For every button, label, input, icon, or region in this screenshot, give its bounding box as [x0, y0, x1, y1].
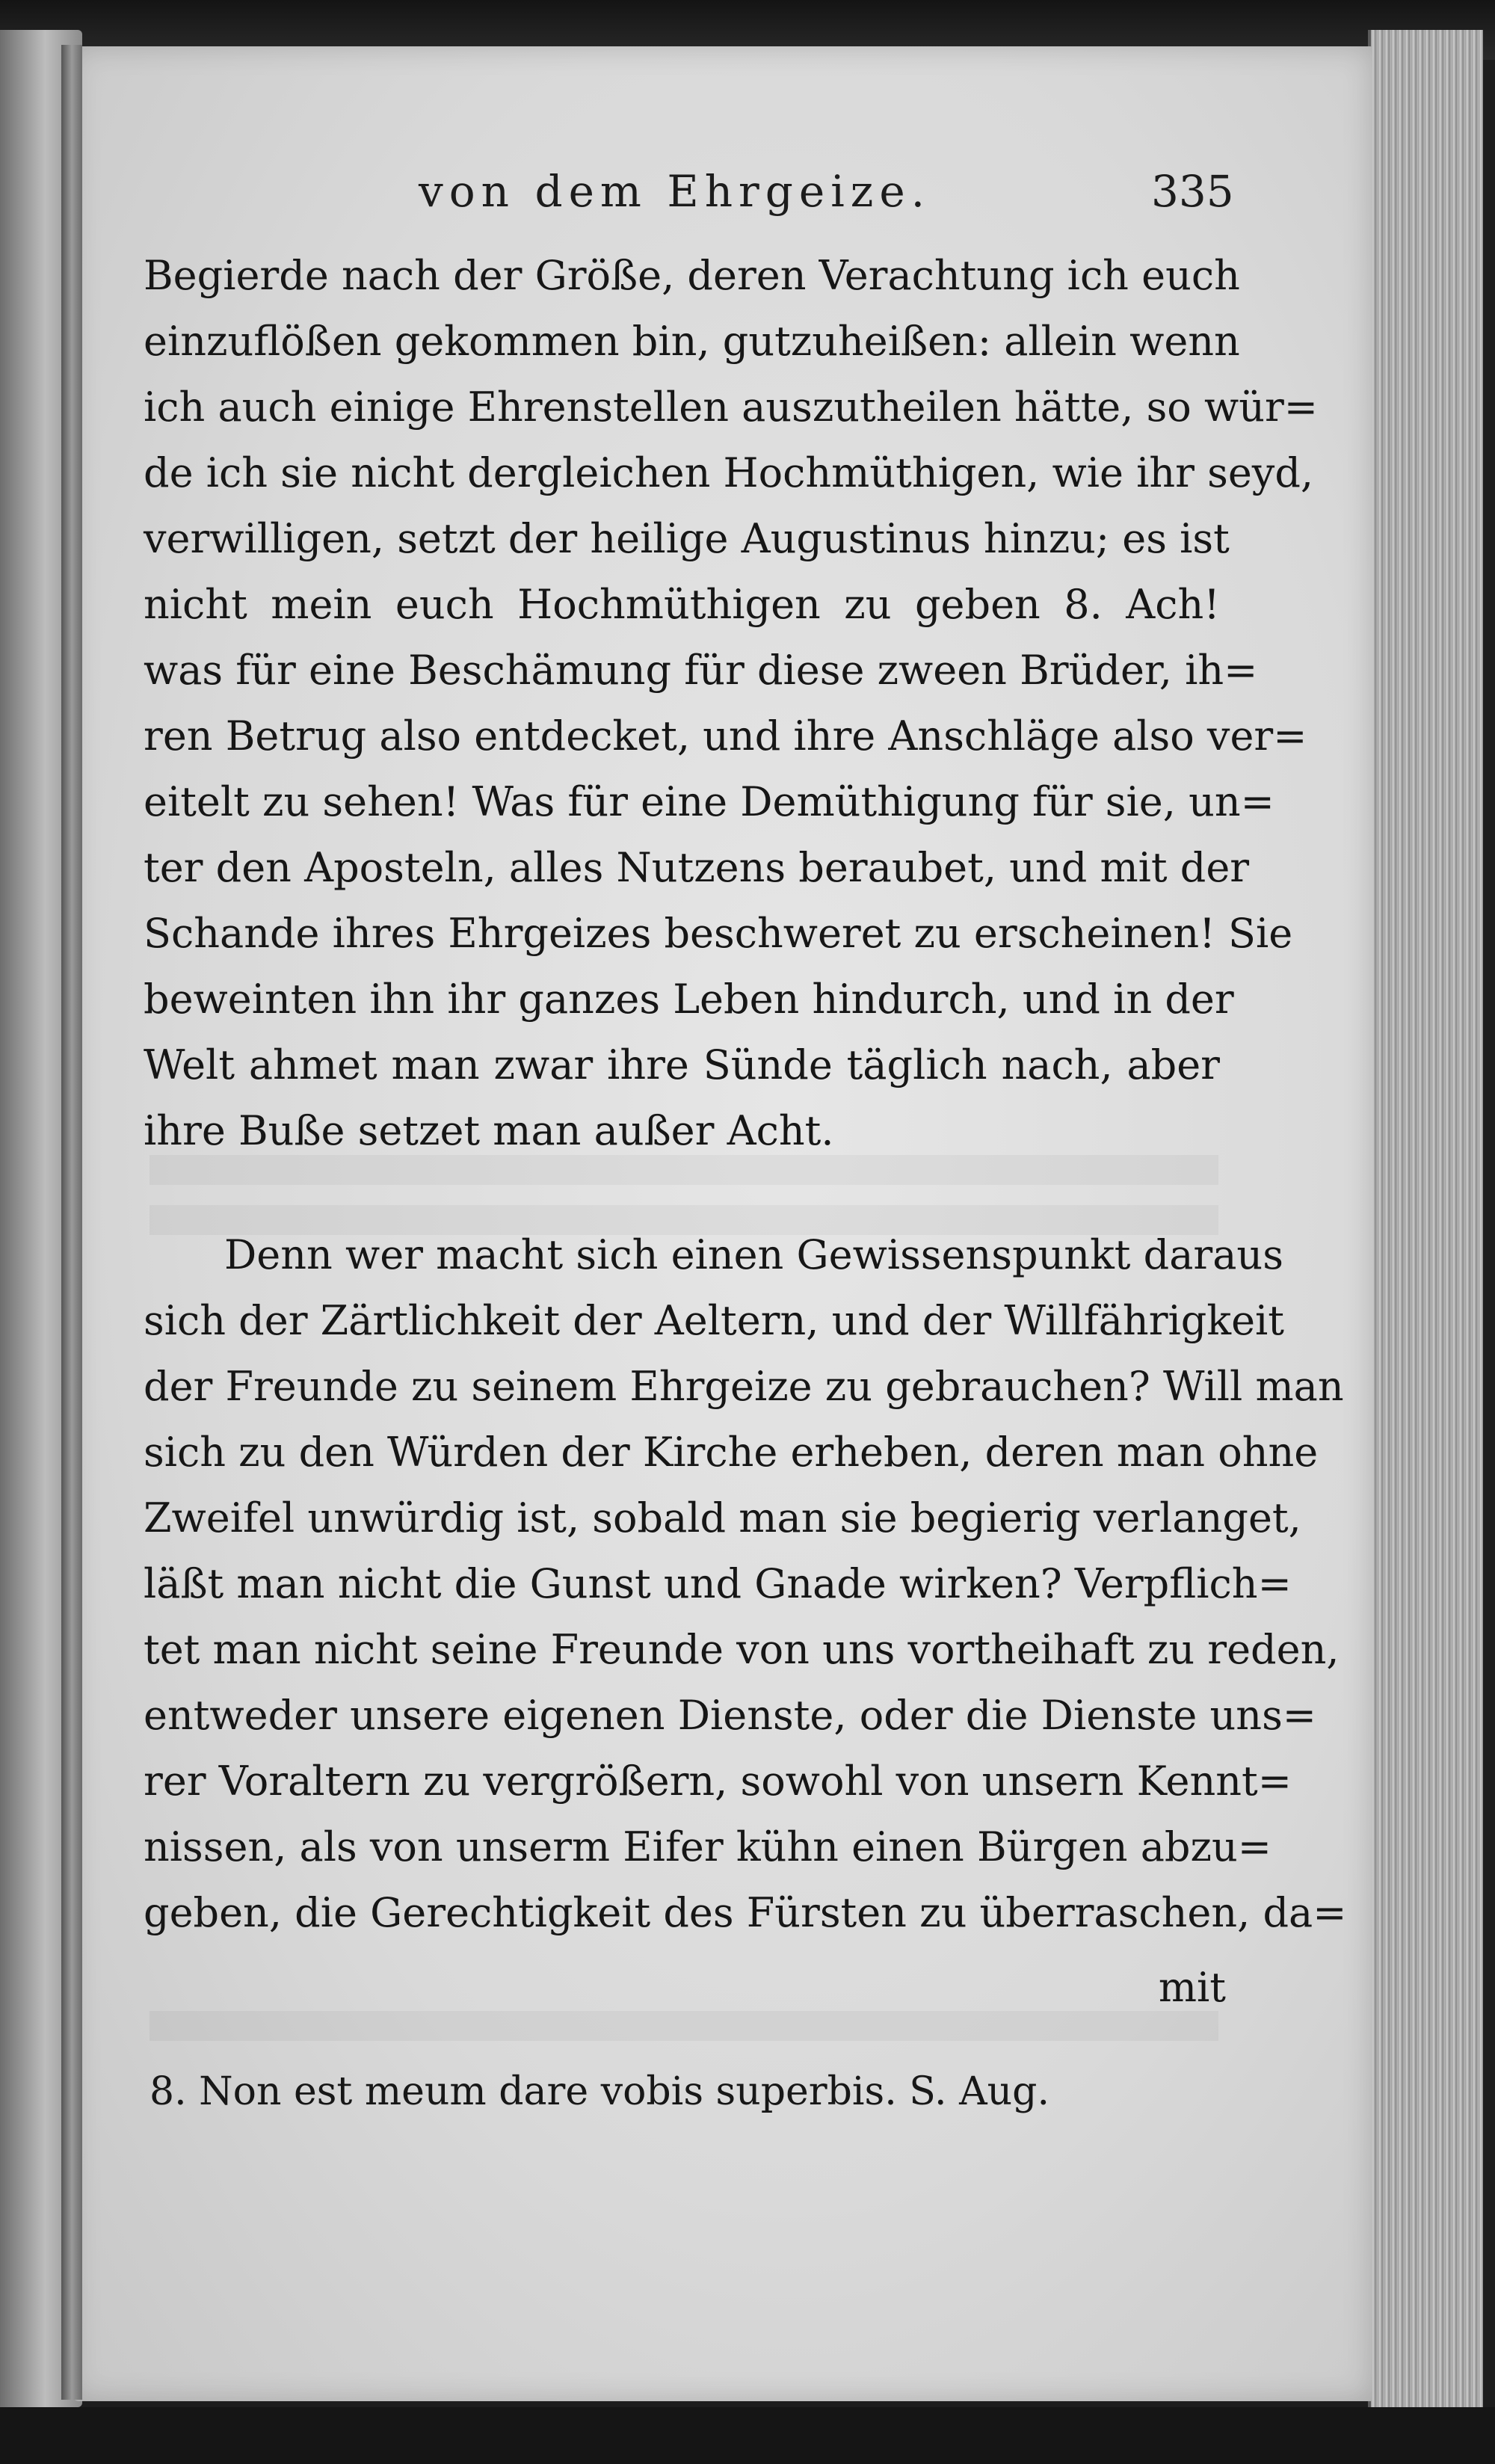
- text-line: ich auch einige Ehrenstellen auszutheilen hätte, so wür=: [144, 384, 1319, 431]
- footnote: 8. Non est meum dare vobis superbis. S. Aug.: [150, 2069, 1049, 2114]
- page-number: 335: [1151, 166, 1234, 217]
- text-line: einzuflößen gekommen bin, gutzuheißen: allein wenn: [144, 318, 1240, 365]
- text-line: nicht mein euch Hochmüthigen zu geben 8. Ach!: [144, 581, 1220, 628]
- text-line: sich der Zärtlichkeit der Aeltern, und der Willfährigkeit: [144, 1297, 1285, 1344]
- catchword: mit: [1158, 1964, 1226, 2011]
- text-line: Schande ihres Ehrgeizes beschweret zu erscheinen! Sie: [144, 910, 1293, 957]
- text-line: rer Voraltern zu vergrößern, sowohl von unsern Kennt=: [144, 1758, 1292, 1805]
- text-line: Zweifel unwürdig ist, sobald man sie begierig verlanget,: [144, 1494, 1301, 1541]
- text-line: ihre Buße setzet man außer Acht.: [144, 1107, 834, 1154]
- text-line: was für eine Beschämung für diese zween Brüder, ih=: [144, 647, 1258, 694]
- text-line: verwilligen, setzt der heilige Augustinus hinzu; es ist: [144, 515, 1230, 562]
- text-line: sich zu den Würden der Kirche erheben, deren man ohne: [144, 1429, 1319, 1476]
- running-head: von dem Ehrgeize.: [419, 166, 931, 217]
- bleed-through-shade: [150, 2011, 1218, 2041]
- text-line: läßt man nicht die Gunst und Gnade wirken? Verpflich=: [144, 1560, 1292, 1607]
- text-line: de ich sie nicht dergleichen Hochmüthigen, wie ihr seyd,: [144, 449, 1314, 496]
- text-line: nissen, als von unserm Eifer kühn einen Bürgen abzu=: [144, 1823, 1271, 1870]
- book-gutter: [61, 45, 82, 2400]
- page-block-edge: [1368, 30, 1483, 2430]
- text-line: ren Betrug also entdecket, und ihre Anschläge also ver=: [144, 712, 1307, 760]
- text-line: Begierde nach der Größe, deren Verachtung ich euch: [144, 252, 1240, 299]
- text-line: der Freunde zu seinem Ehrgeize zu gebrauchen? Will man: [144, 1363, 1344, 1410]
- text-line: tet man nicht seine Freunde von uns vortheihaft zu reden,: [144, 1626, 1340, 1673]
- bottom-shadow: [0, 2407, 1495, 2464]
- text-line: Denn wer macht sich einen Gewissenspunkt daraus: [224, 1231, 1283, 1278]
- text-line: beweinten ihn ihr ganzes Leben hindurch, und in der: [144, 976, 1234, 1023]
- text-line: ter den Aposteln, alles Nutzens beraubet, und mit der: [144, 844, 1250, 891]
- text-line: eitelt zu sehen! Was für eine Demüthigung für sie, un=: [144, 778, 1274, 825]
- text-line: Welt ahmet man zwar ihre Sünde täglich nach, aber: [144, 1041, 1220, 1088]
- text-line: geben, die Gerechtigkeit des Fürsten zu überraschen, da=: [144, 1889, 1347, 1936]
- text-line: entweder unsere eigenen Dienste, oder die Dienste uns=: [144, 1692, 1317, 1739]
